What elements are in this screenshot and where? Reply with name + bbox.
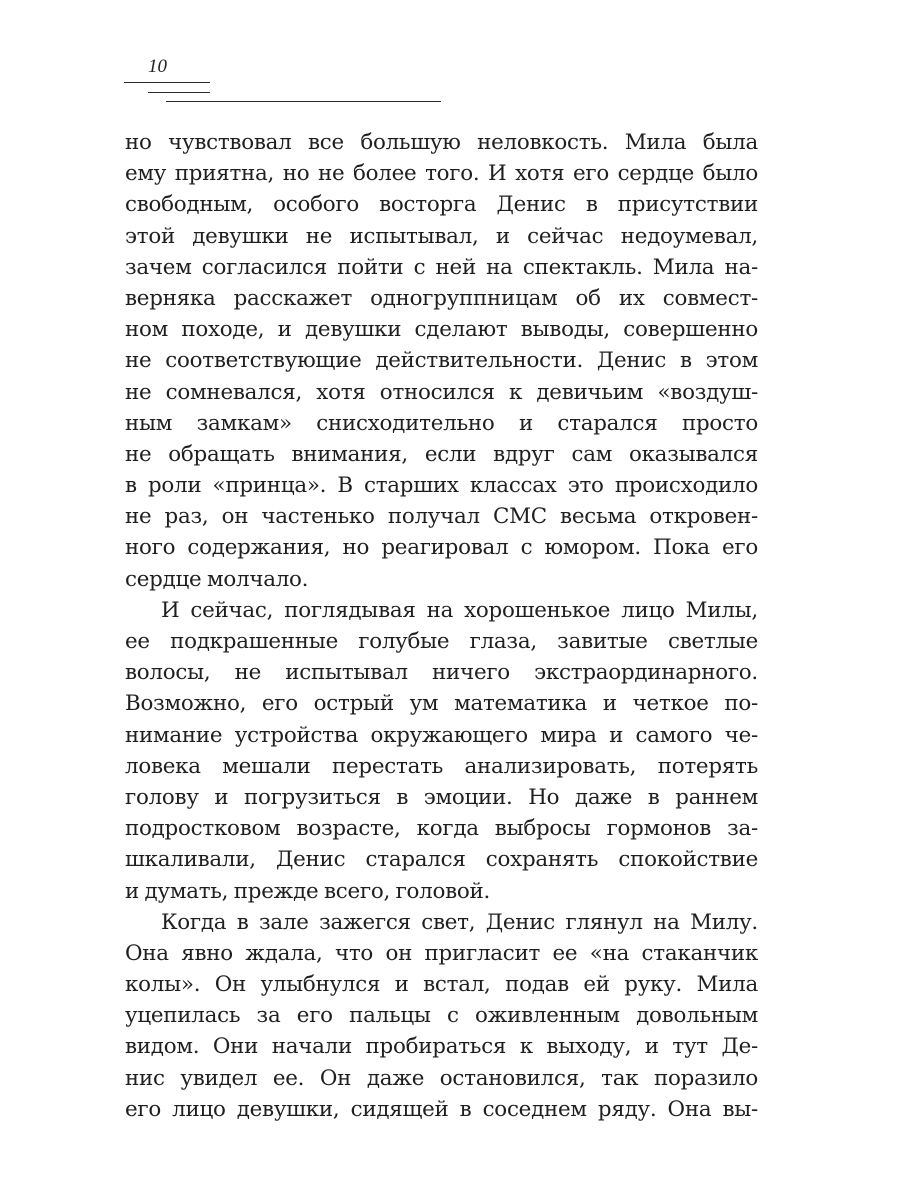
text-line: этой девушки не испытывал, и сейчас недоумевал, [125, 223, 758, 249]
text-line: не соответствующие действительности. Денис в этом [125, 348, 758, 374]
text-line: ловека мешали перестать анализировать, потерять [125, 753, 758, 779]
header-rule-top [124, 82, 210, 83]
text-line: не сомневался, хотя относился к девичьим «воздуш- [125, 379, 758, 405]
text-line-paragraph-start: И сейчас, поглядывая на хорошенькое лицо Милы, [161, 597, 758, 623]
text-line-paragraph-start: Когда в зале зажегся свет, Денис глянул на Милу. [161, 909, 758, 935]
text-line: колы». Он улыбнулся и встал, подав ей руку. Мила [125, 972, 758, 998]
text-line-paragraph-end: и думать, прежде всего, головой. [125, 878, 491, 904]
text-line: но чувствовал все большую неловкость. Мила была [125, 130, 758, 155]
text-line: шкаливали, Денис старался сохранять спокойствие [125, 847, 758, 873]
text-line: нимание устройства окружающего мира и самого че- [125, 722, 758, 748]
text-line: верняка расскажет одногруппницам об их совмест- [125, 285, 758, 311]
text-line: не раз, он частенько получал СМС весьма откровен- [125, 504, 758, 530]
text-line: свободным, особого восторга Денис в присутствии [125, 192, 758, 218]
header-rule-middle [148, 92, 210, 93]
header-rule-long [166, 101, 441, 102]
text-line: уцепилась за его пальцы с оживленным довольным [125, 1003, 758, 1029]
text-line: в роли «принца». В старших классах это происходило [125, 473, 758, 499]
text-line: ном походе, и девушки сделают выводы, совершенно [125, 317, 758, 343]
text-line: ее подкрашенные голубые глаза, завитые светлые [125, 629, 758, 654]
text-line: Она явно ждала, что он пригласит ее «на стаканчик [125, 940, 758, 966]
text-line: подростковом возрасте, когда выбросы гормонов за- [125, 816, 758, 842]
text-line: его лицо девушки, сидящей в соседнем ряду. Она вы- [125, 1096, 758, 1122]
text-line: ным замкам» снисходительно и старался просто [125, 410, 758, 436]
body-text [125, 127, 758, 1125]
text-line: ного содержания, но реагировал с юмором. Пока его [125, 535, 758, 561]
text-line: голову и погрузиться в эмоции. Но даже в раннем [125, 784, 758, 810]
text-line: видом. Они начали пробираться к выходу, и тут Де- [125, 1034, 758, 1060]
text-line: не обращать внимания, если вдруг сам оказывался [125, 441, 758, 467]
text-line: ему приятна, но не более того. И хотя его сердце было [125, 161, 758, 187]
text-line: нис увидел ее. Он даже остановился, так поразило [125, 1065, 758, 1091]
text-line: волосы, не испытывал ничего экстраординарного. [125, 660, 758, 686]
text-line: Возможно, его острый ум математика и четкое по- [125, 691, 758, 717]
text-line: зачем согласился пойти с ней на спектакль. Мила на- [125, 254, 758, 280]
text-line-paragraph-end: сердце молчало. [125, 566, 309, 592]
page-number: 10 [148, 56, 167, 77]
